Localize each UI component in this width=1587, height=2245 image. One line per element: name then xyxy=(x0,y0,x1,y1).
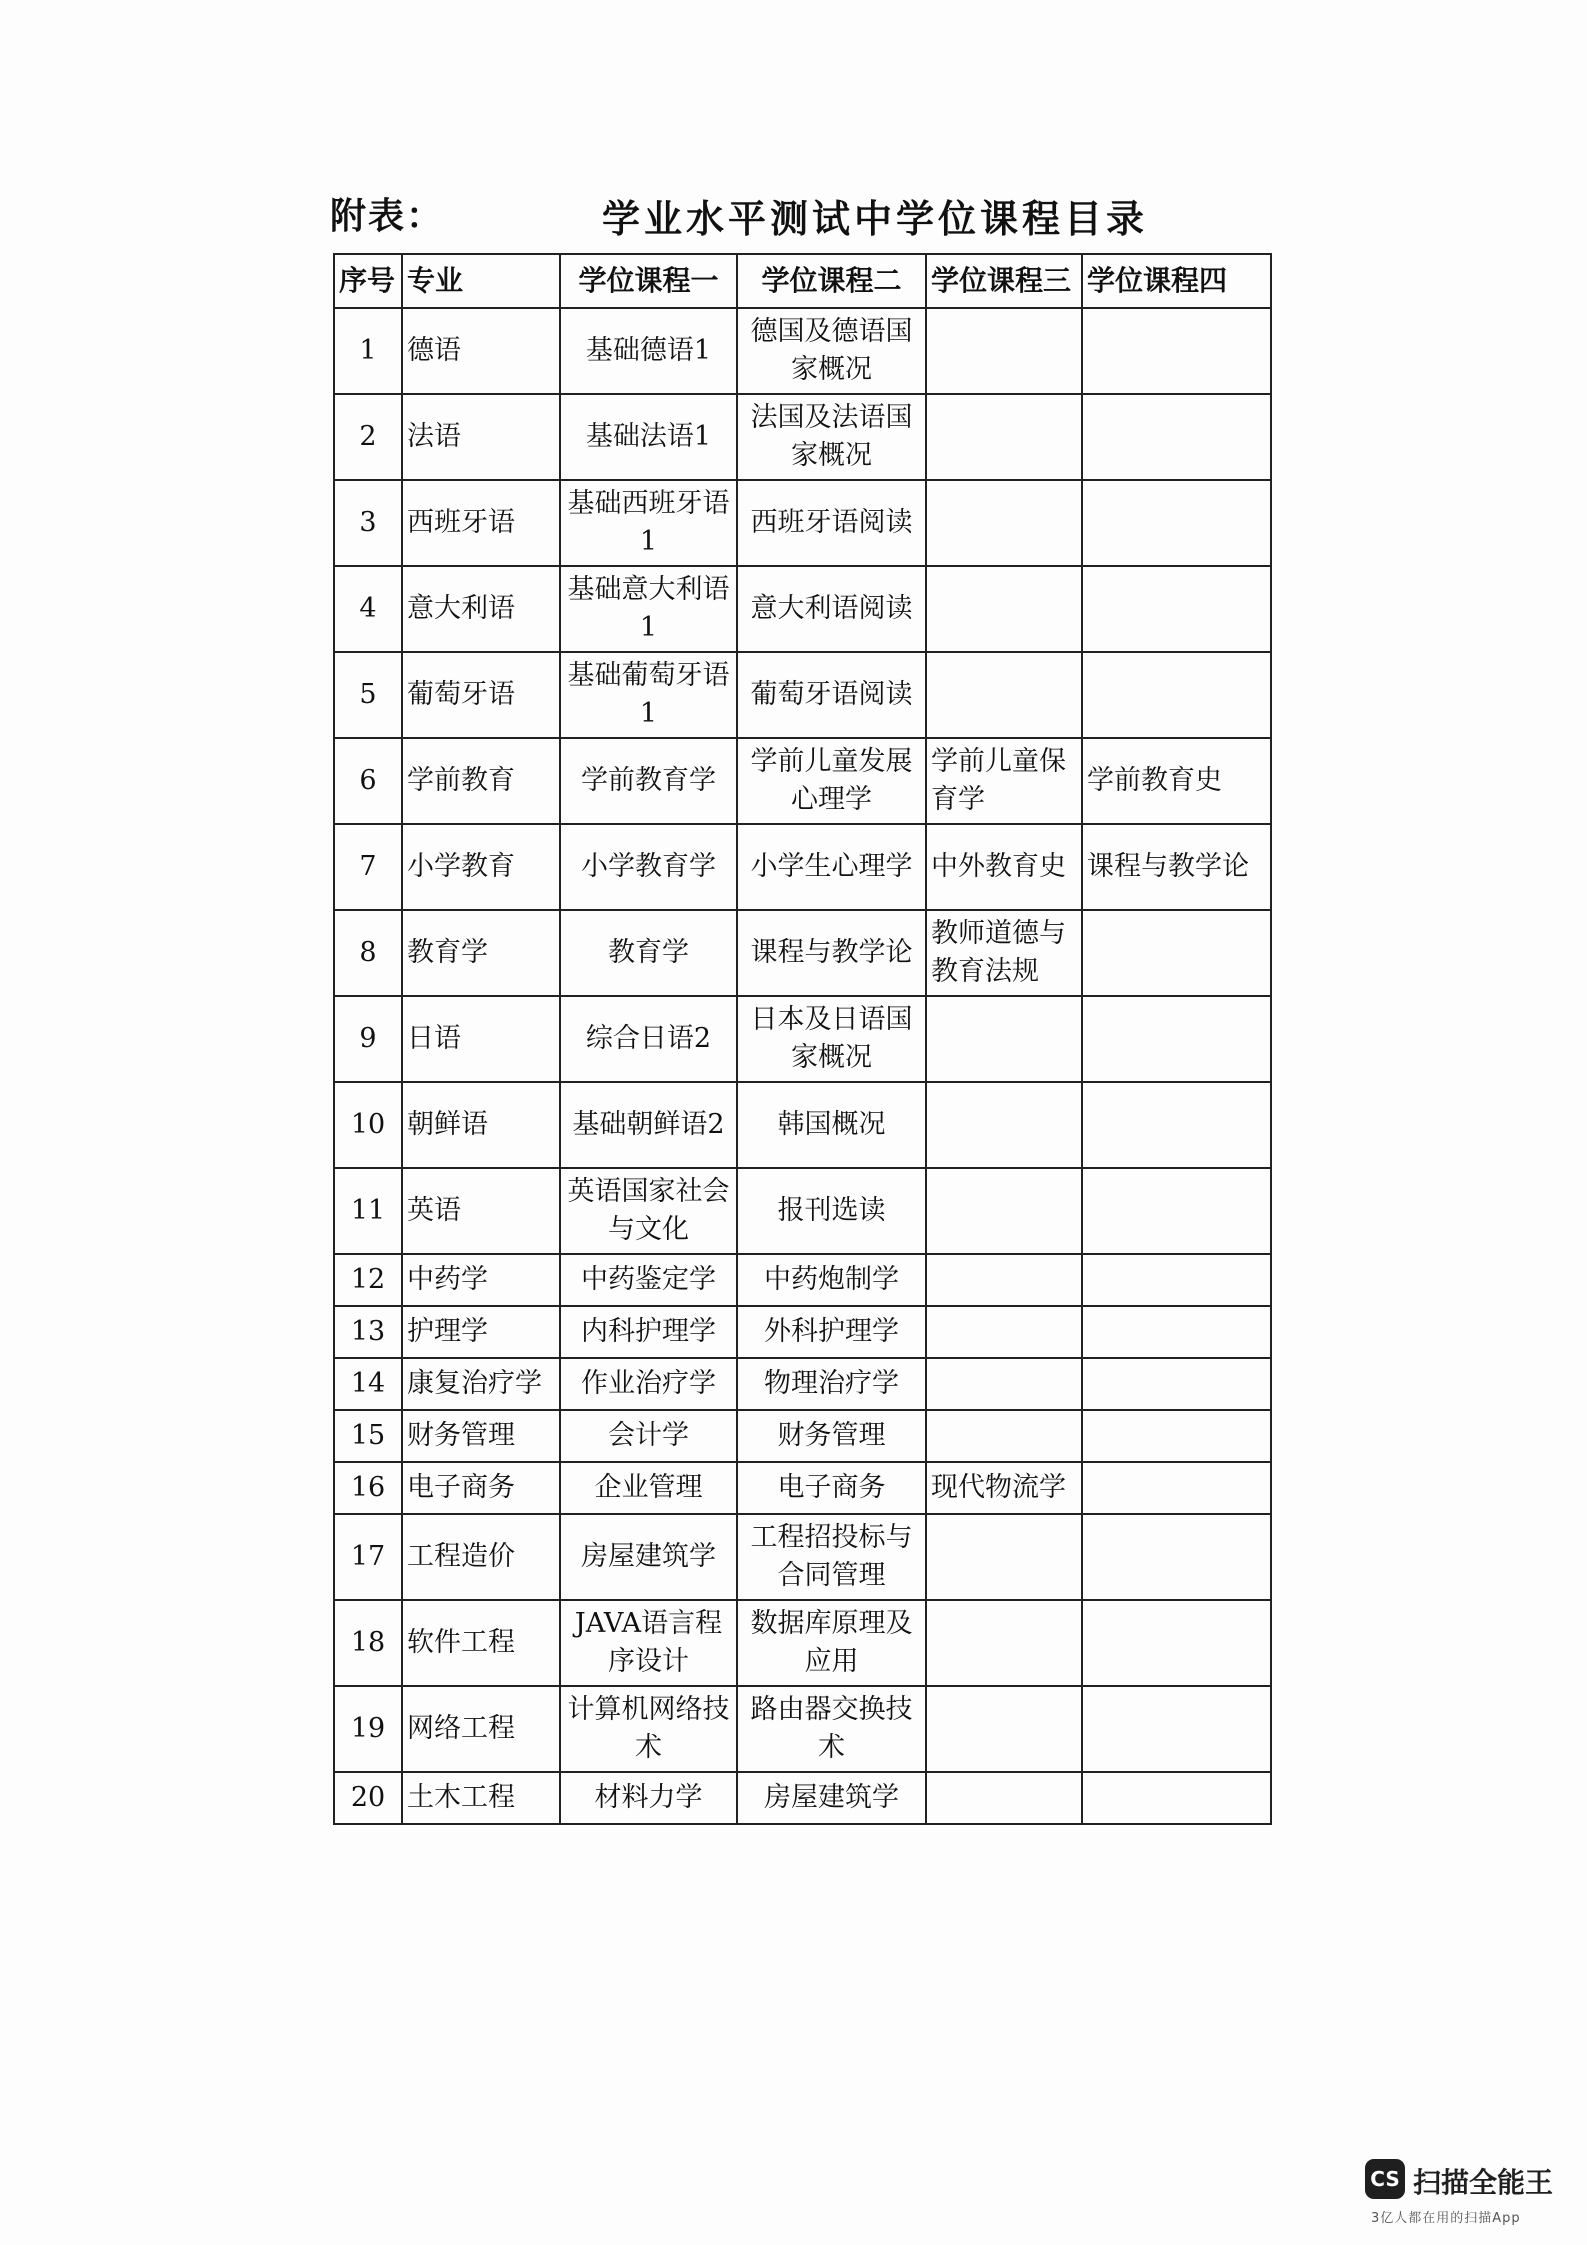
row-course2: 德国及德语国家概况 xyxy=(737,308,926,394)
row-index: 8 xyxy=(334,910,402,996)
row-course3 xyxy=(926,1082,1082,1168)
row-course1: 材料力学 xyxy=(560,1772,737,1824)
row-course4 xyxy=(1082,1254,1271,1306)
row-major: 西班牙语 xyxy=(402,480,560,566)
row-major: 朝鲜语 xyxy=(402,1082,560,1168)
header-course1: 学位课程一 xyxy=(560,254,737,308)
row-course2: 韩国概况 xyxy=(737,1082,926,1168)
row-course2: 小学生心理学 xyxy=(737,824,926,910)
row-course1: 基础法语1 xyxy=(560,394,737,480)
scanner-slogan: 3亿人都在用的扫描App xyxy=(1371,2211,1521,2226)
row-course4 xyxy=(1082,480,1271,566)
row-course2: 意大利语阅读 xyxy=(737,566,926,652)
row-course1: 房屋建筑学 xyxy=(560,1514,737,1600)
row-course4 xyxy=(1082,1514,1271,1600)
row-index: 1 xyxy=(334,308,402,394)
row-course1: 作业治疗学 xyxy=(560,1358,737,1410)
row-major: 教育学 xyxy=(402,910,560,996)
row-course4: 课程与教学论 xyxy=(1082,824,1271,910)
row-index: 16 xyxy=(334,1462,402,1514)
header-course2: 学位课程二 xyxy=(737,254,926,308)
row-course1: 基础德语1 xyxy=(560,308,737,394)
row-major: 小学教育 xyxy=(402,824,560,910)
row-course3 xyxy=(926,652,1082,738)
document-title: 学业水平测试中学位课程目录 xyxy=(602,196,1149,241)
row-major: 学前教育 xyxy=(402,738,560,824)
row-major: 土木工程 xyxy=(402,1772,560,1824)
row-course1: 基础朝鲜语2 xyxy=(560,1082,737,1168)
row-index: 13 xyxy=(334,1306,402,1358)
row-course2: 外科护理学 xyxy=(737,1306,926,1358)
row-course4 xyxy=(1082,1462,1271,1514)
scanner-logo-icon: CS xyxy=(1365,2159,1405,2199)
row-course3 xyxy=(926,1358,1082,1410)
row-index: 17 xyxy=(334,1514,402,1600)
header-index: 序号 xyxy=(334,254,402,308)
row-course3 xyxy=(926,1686,1082,1772)
row-index: 18 xyxy=(334,1600,402,1686)
row-major: 护理学 xyxy=(402,1306,560,1358)
row-course2: 路由器交换技术 xyxy=(737,1686,926,1772)
row-course1: 英语国家社会与文化 xyxy=(560,1168,737,1254)
row-course4 xyxy=(1082,1600,1271,1686)
row-course3 xyxy=(926,1254,1082,1306)
scanner-watermark xyxy=(1365,2155,1565,2226)
row-course1: 综合日语2 xyxy=(560,996,737,1082)
table-row xyxy=(334,1514,1271,1600)
row-index: 15 xyxy=(334,1410,402,1462)
table-row xyxy=(334,1772,1271,1824)
row-course3 xyxy=(926,480,1082,566)
row-course2: 日本及日语国家概况 xyxy=(737,996,926,1082)
row-course2: 房屋建筑学 xyxy=(737,1772,926,1824)
table-row xyxy=(334,1462,1271,1514)
table-row xyxy=(334,1082,1271,1168)
row-course2: 中药炮制学 xyxy=(737,1254,926,1306)
header-major: 专业 xyxy=(402,254,560,308)
table-row xyxy=(334,996,1271,1082)
row-major: 康复治疗学 xyxy=(402,1358,560,1410)
row-course4 xyxy=(1082,652,1271,738)
row-course2: 工程招投标与合同管理 xyxy=(737,1514,926,1600)
row-course4 xyxy=(1082,1358,1271,1410)
row-course3: 现代物流学 xyxy=(926,1462,1082,1514)
row-major: 意大利语 xyxy=(402,566,560,652)
row-index: 19 xyxy=(334,1686,402,1772)
row-course2: 物理治疗学 xyxy=(737,1358,926,1410)
appendix-label: 附表： xyxy=(330,195,445,237)
row-index: 6 xyxy=(334,738,402,824)
row-course3: 教师道德与教育法规 xyxy=(926,910,1082,996)
row-course3 xyxy=(926,1168,1082,1254)
row-course4 xyxy=(1082,566,1271,652)
row-course1: 基础西班牙语1 xyxy=(560,480,737,566)
row-course4 xyxy=(1082,394,1271,480)
row-course3 xyxy=(926,1306,1082,1358)
row-index: 9 xyxy=(334,996,402,1082)
table-row xyxy=(334,1686,1271,1772)
table-row xyxy=(334,480,1271,566)
row-index: 2 xyxy=(334,394,402,480)
row-index: 20 xyxy=(334,1772,402,1824)
row-course1: 教育学 xyxy=(560,910,737,996)
row-course2: 电子商务 xyxy=(737,1462,926,1514)
row-index: 11 xyxy=(334,1168,402,1254)
row-course3 xyxy=(926,1600,1082,1686)
row-course3 xyxy=(926,308,1082,394)
row-course1: 中药鉴定学 xyxy=(560,1254,737,1306)
row-course1: 基础意大利语1 xyxy=(560,566,737,652)
row-course3 xyxy=(926,566,1082,652)
row-major: 葡萄牙语 xyxy=(402,652,560,738)
row-course4 xyxy=(1082,1410,1271,1462)
row-course3: 学前儿童保育学 xyxy=(926,738,1082,824)
scanner-app-name: 扫描全能王 xyxy=(1413,2166,1554,2199)
row-index: 10 xyxy=(334,1082,402,1168)
row-course2: 课程与教学论 xyxy=(737,910,926,996)
table-row xyxy=(334,1168,1271,1254)
row-course2: 报刊选读 xyxy=(737,1168,926,1254)
row-course4 xyxy=(1082,1168,1271,1254)
row-course4 xyxy=(1082,1306,1271,1358)
row-course4 xyxy=(1082,1686,1271,1772)
row-course2: 数据库原理及应用 xyxy=(737,1600,926,1686)
row-course1: 计算机网络技术 xyxy=(560,1686,737,1772)
table-row xyxy=(334,824,1271,910)
row-course3 xyxy=(926,996,1082,1082)
document-header xyxy=(330,180,1270,250)
row-course2: 法国及法语国家概况 xyxy=(737,394,926,480)
row-major: 法语 xyxy=(402,394,560,480)
table-row xyxy=(334,1358,1271,1410)
table-row xyxy=(334,910,1271,996)
row-major: 日语 xyxy=(402,996,560,1082)
row-index: 12 xyxy=(334,1254,402,1306)
table-body xyxy=(334,308,1271,1824)
row-major: 工程造价 xyxy=(402,1514,560,1600)
table-row xyxy=(334,1410,1271,1462)
row-course3 xyxy=(926,394,1082,480)
row-course1: 企业管理 xyxy=(560,1462,737,1514)
table-row xyxy=(334,308,1271,394)
row-course2: 财务管理 xyxy=(737,1410,926,1462)
row-index: 5 xyxy=(334,652,402,738)
row-major: 财务管理 xyxy=(402,1410,560,1462)
row-course4 xyxy=(1082,1772,1271,1824)
table-row xyxy=(334,1306,1271,1358)
row-index: 4 xyxy=(334,566,402,652)
row-course4 xyxy=(1082,308,1271,394)
row-course2: 葡萄牙语阅读 xyxy=(737,652,926,738)
row-major: 软件工程 xyxy=(402,1600,560,1686)
row-course3: 中外教育史 xyxy=(926,824,1082,910)
table-row xyxy=(334,566,1271,652)
row-course3 xyxy=(926,1410,1082,1462)
header-course4: 学位课程四 xyxy=(1082,254,1271,308)
row-course4: 学前教育史 xyxy=(1082,738,1271,824)
row-course2: 学前儿童发展心理学 xyxy=(737,738,926,824)
row-index: 7 xyxy=(334,824,402,910)
degree-course-table xyxy=(333,253,1272,1825)
row-course4 xyxy=(1082,910,1271,996)
header-course3: 学位课程三 xyxy=(926,254,1082,308)
row-course3 xyxy=(926,1514,1082,1600)
table-row xyxy=(334,1600,1271,1686)
row-index: 3 xyxy=(334,480,402,566)
row-course1: 会计学 xyxy=(560,1410,737,1462)
row-course1: 小学教育学 xyxy=(560,824,737,910)
row-course1: 基础葡萄牙语1 xyxy=(560,652,737,738)
table-row xyxy=(334,652,1271,738)
table-row xyxy=(334,394,1271,480)
row-course1: 内科护理学 xyxy=(560,1306,737,1358)
row-course1: JAVA语言程序设计 xyxy=(560,1600,737,1686)
row-major: 网络工程 xyxy=(402,1686,560,1772)
row-course4 xyxy=(1082,1082,1271,1168)
table-row xyxy=(334,738,1271,824)
table-row xyxy=(334,1254,1271,1306)
row-course4 xyxy=(1082,996,1271,1082)
row-course3 xyxy=(926,1772,1082,1824)
row-major: 德语 xyxy=(402,308,560,394)
row-major: 中药学 xyxy=(402,1254,560,1306)
table-header-row xyxy=(334,254,1271,308)
row-major: 电子商务 xyxy=(402,1462,560,1514)
row-course2: 西班牙语阅读 xyxy=(737,480,926,566)
row-course1: 学前教育学 xyxy=(560,738,737,824)
row-major: 英语 xyxy=(402,1168,560,1254)
row-index: 14 xyxy=(334,1358,402,1410)
